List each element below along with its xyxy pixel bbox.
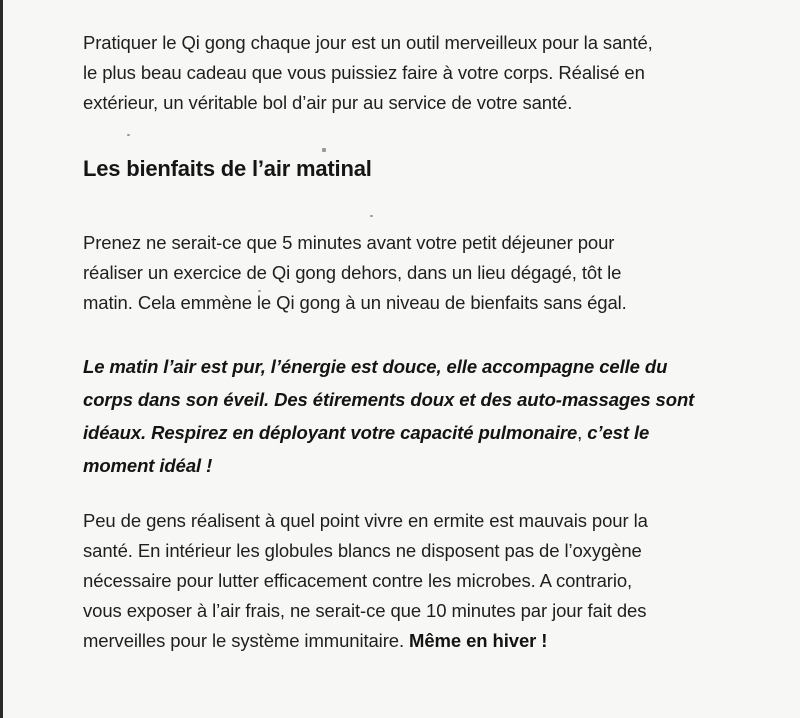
scan-speck: [127, 134, 130, 136]
emphasis-line-4: moment idéal !: [83, 455, 213, 476]
morning-paragraph: [83, 228, 733, 318]
health-line-4: vous exposer à l’air frais, ne serait-ce que 10 minutes par jour fait des: [83, 600, 647, 621]
intro-paragraph: [83, 28, 733, 118]
health-line-2: santé. En intérieur les globules blancs ne disposent pas de l’oxygène: [83, 540, 642, 561]
intro-line-1: Pratiquer le Qi gong chaque jour est un outil merveilleux pour la santé,: [83, 32, 653, 53]
intro-line-3: extérieur, un véritable bol d’air pur au service de votre santé.: [83, 92, 573, 113]
intro-line-2: le plus beau cadeau que vous puissiez faire à votre corps. Réalisé en: [83, 62, 645, 83]
scan-border: [0, 0, 3, 718]
scan-speck: [370, 215, 373, 217]
emphasis-line-1: Le matin l’air est pur, l’énergie est douce, elle accompagne celle du: [83, 356, 668, 377]
emphasis-line-3a: idéaux. Respirez en déployant votre capacité pulmonaire: [83, 422, 578, 443]
health-line-1: Peu de gens réalisent à quel point vivre en ermite est mauvais pour la: [83, 510, 648, 531]
morning-line-1: Prenez ne serait-ce que 5 minutes avant votre petit déjeuner pour: [83, 232, 615, 253]
health-paragraph: [83, 506, 733, 656]
emphasis-comma: ,: [577, 422, 583, 443]
health-line-3: nécessaire pour lutter efficacement contre les microbes. A contrario,: [83, 570, 633, 591]
morning-line-2: réaliser un exercice de Qi gong dehors, dans un lieu dégagé, tôt le: [83, 262, 622, 283]
scan-speck: [258, 290, 261, 292]
scan-speck: [322, 148, 326, 152]
emphasis-line-2: corps dans son éveil. Des étirements doux et des auto-massages sont: [83, 389, 695, 410]
section-heading: Les bienfaits de l’air matinal: [83, 156, 372, 181]
health-line-5: merveilles pour le système immunitaire.: [83, 630, 410, 651]
health-line-5-bold: Même en hiver !: [409, 630, 548, 651]
emphasis-paragraph: [83, 350, 733, 482]
emphasis-line-3b: c’est le: [582, 422, 650, 443]
morning-line-3: matin. Cela emmène le Qi gong à un niveau de bienfaits sans égal.: [83, 292, 627, 313]
